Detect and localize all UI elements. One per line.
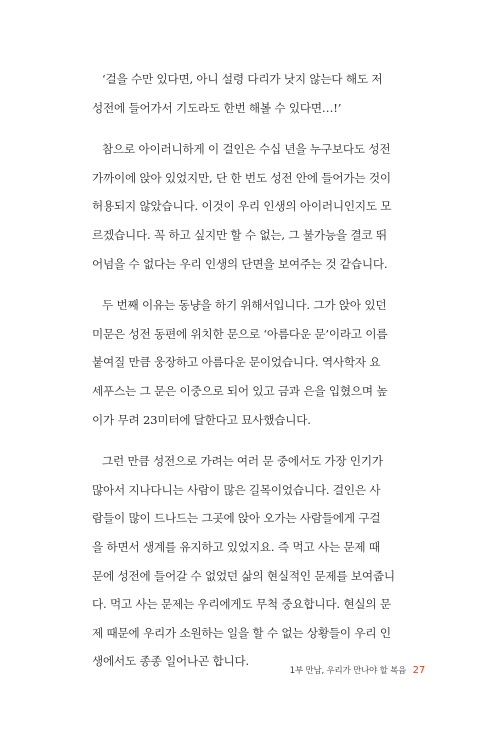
text-line: 람들이 많이 드나드는 그곳에 앉아 오가는 사람들에게 구걸 [92, 511, 381, 526]
text-line: 이가 무려 23미터에 달한다고 묘사했습니다. [92, 412, 311, 427]
text-line: 두 번째 이유는 동냥을 하기 위해서입니다. 그가 앉아 있던 [102, 298, 387, 313]
paragraph [92, 65, 414, 122]
body-text [92, 65, 414, 689]
text-line: 을 하면서 생계를 유지하고 있었지요. 즉 먹고 사는 문제 때 [92, 539, 380, 554]
text-line: 붙여질 만큼 웅장하고 아름다운 문이었습니다. 역사학자 요 [92, 355, 381, 370]
text-line: 문에 성전에 들어갈 수 없었던 삶의 현실적인 문제를 보여줍니 [92, 568, 395, 583]
text-line: ‘걸을 수만 있다면, 아니 설령 다리가 낫지 않는다 해도 저 [102, 72, 383, 86]
text-line: 생에서도 종종 일어나곤 합니다. [92, 654, 249, 669]
running-title: 1부 만남, 우리가 만나야 할 복음 [289, 666, 407, 676]
text-line: 참으로 아이러니하게 이 걸인은 수십 년을 누구보다도 성전 [102, 142, 391, 157]
text-line: 가까이에 앉아 있었지만, 단 한 번도 성전 안에 들어가는 것이 [92, 170, 391, 185]
paragraph [92, 291, 414, 434]
text-line: 세푸스는 그 문은 이중으로 되어 있고 금과 은을 입혔으며 높 [92, 383, 388, 398]
text-line: 미문은 성전 동편에 위치한 문으로 ‘아름다운 문’이라고 이름 [92, 326, 388, 341]
text-line: 제 때문에 우리가 소원하는 일을 할 수 없는 상황들이 우리 인 [92, 625, 391, 640]
text-line: 르겠습니다. 꼭 하고 싶지만 할 수 없는, 그 불가능을 결코 뛰 [92, 227, 387, 242]
paragraph [92, 135, 414, 278]
page-footer [290, 664, 425, 676]
paragraph [92, 447, 414, 676]
page-number: 27 [412, 665, 425, 676]
text-line: 성전에 들어가서 기도라도 한번 해볼 수 있다면…!’ [92, 100, 342, 115]
text-line: 많아서 지나다니는 사람이 많은 길목이었습니다. 걸인은 사 [92, 482, 381, 497]
text-line: 어넘을 수 없다는 우리 인생의 단면을 보여주는 것 같습니다. [92, 256, 388, 271]
text-line: 허용되지 않았습니다. 이것이 우리 인생의 아이러니인지도 모 [92, 199, 392, 214]
text-line: 그런 만큼 성전으로 가려는 여러 문 중에서도 가장 인기가 [102, 454, 383, 469]
text-line: 다. 먹고 사는 문제는 우리에게도 무척 중요합니다. 현실의 문 [92, 597, 391, 612]
